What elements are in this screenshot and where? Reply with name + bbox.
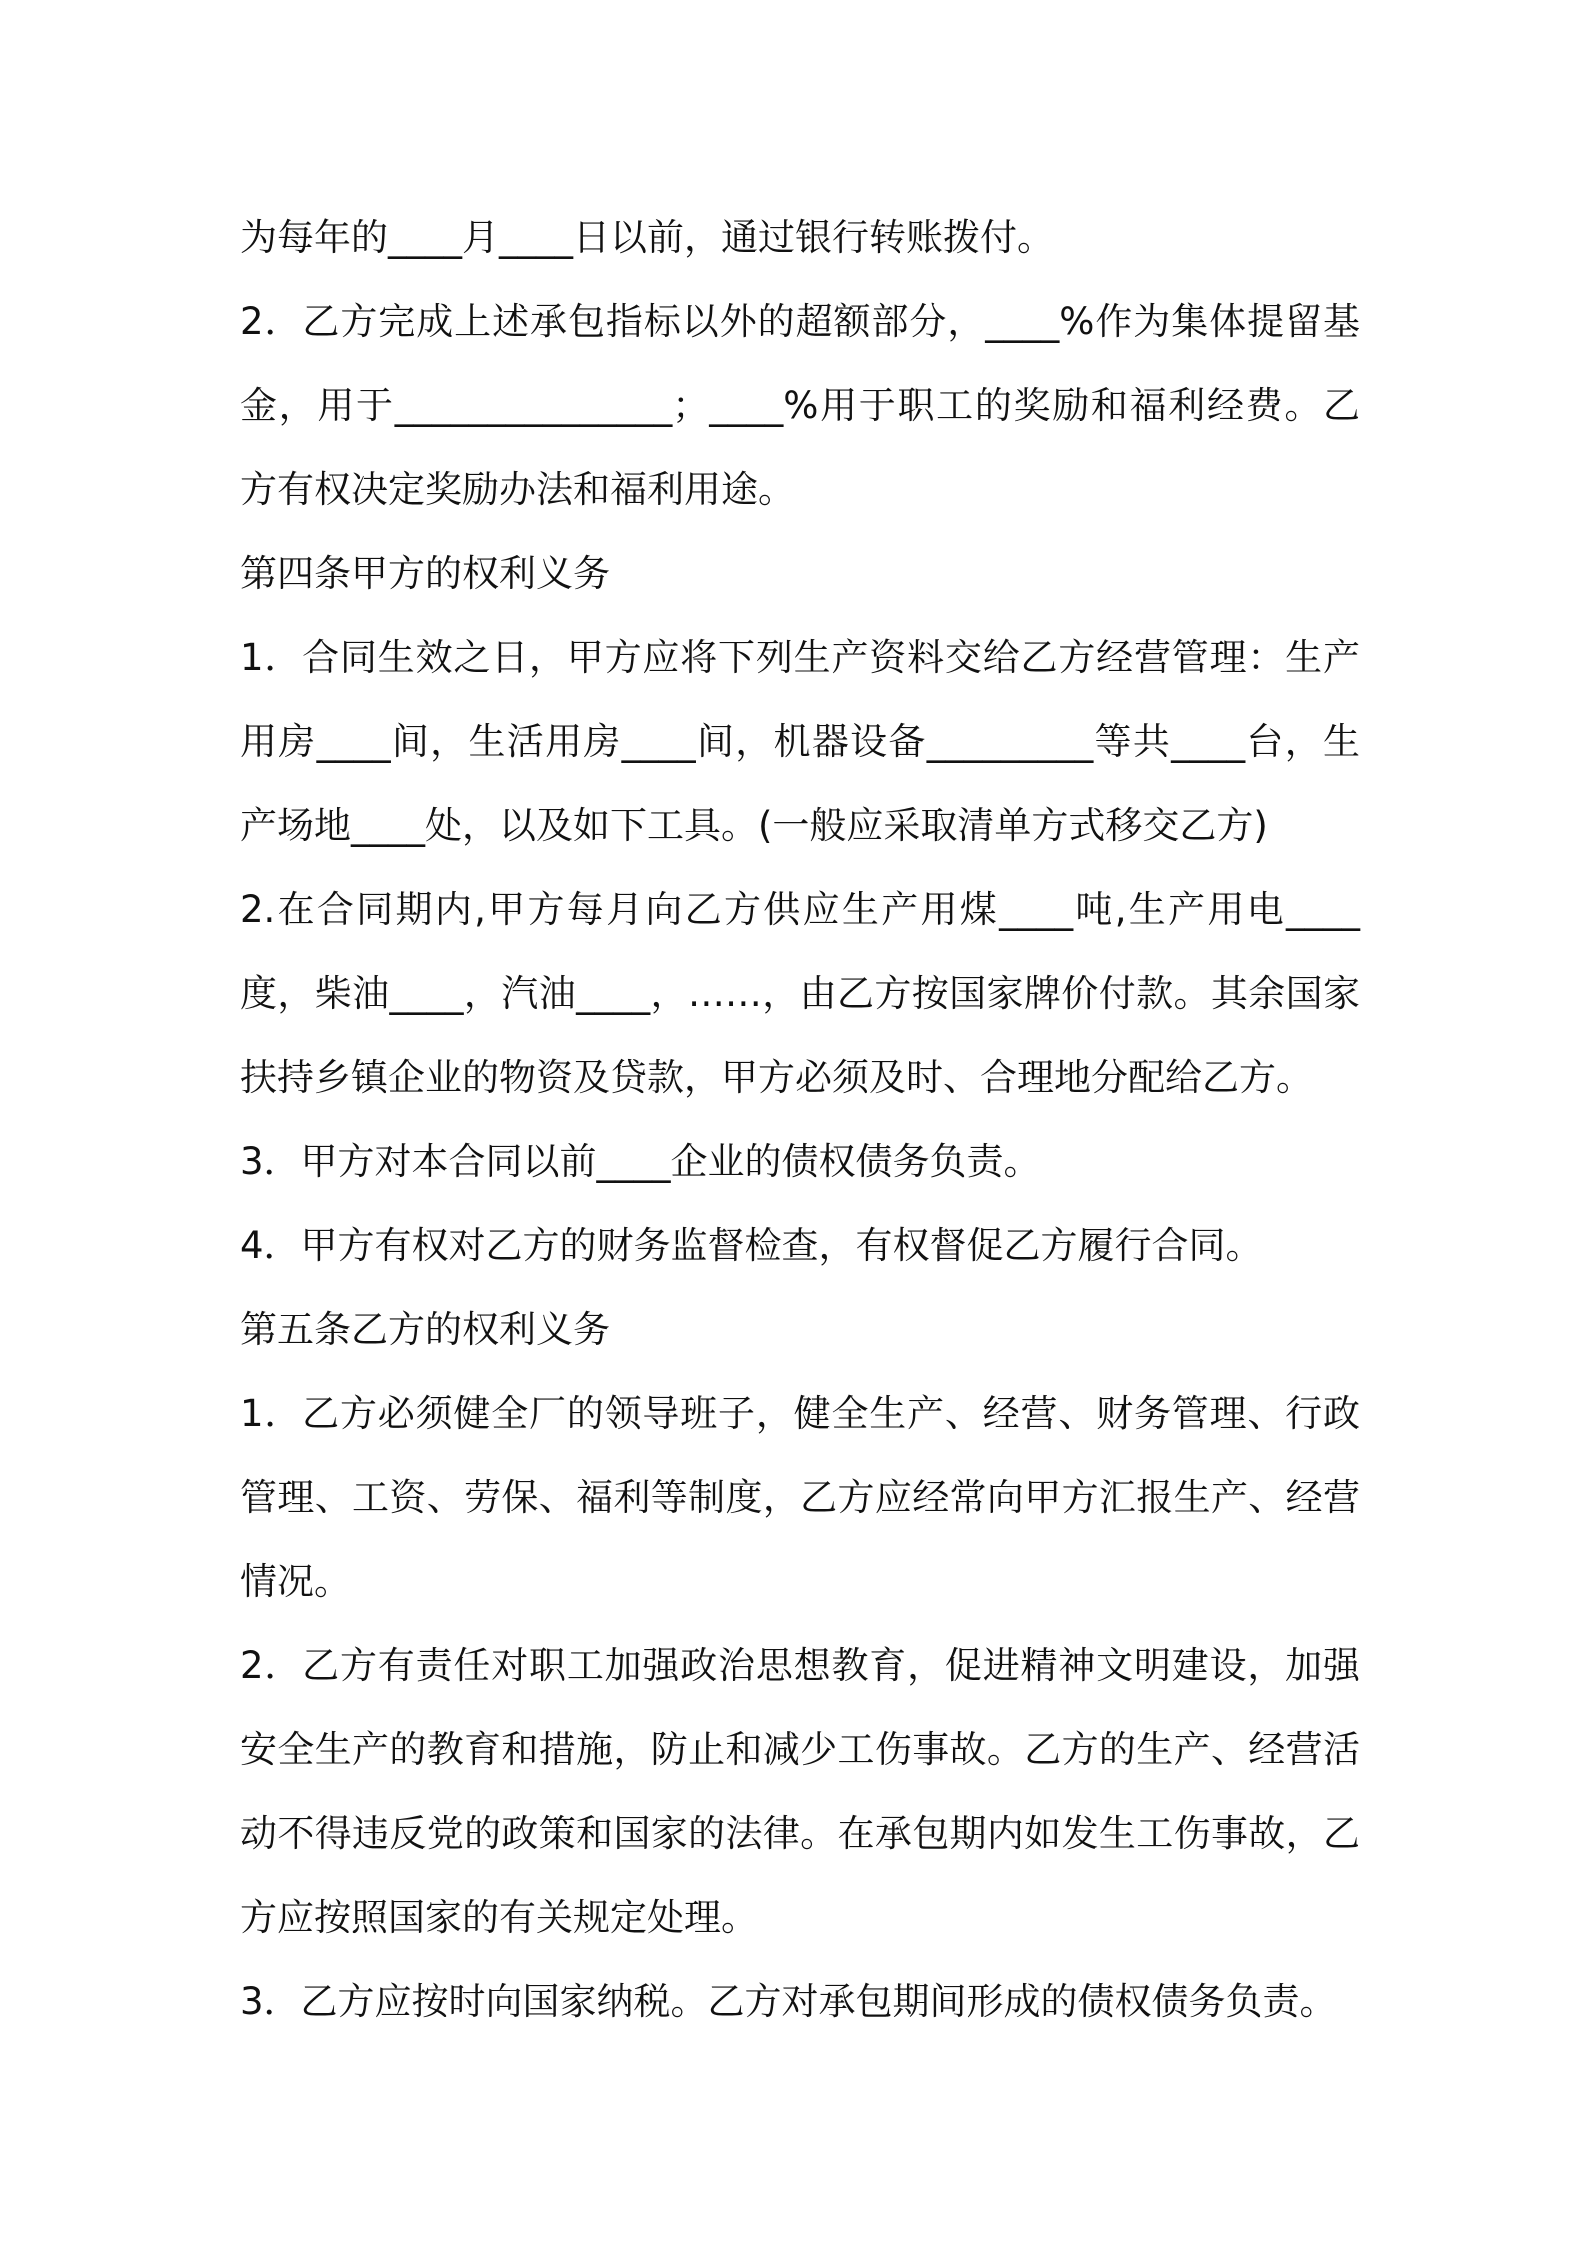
paragraph-party-a-item-4: 4．甲方有权对乙方的财务监督检查，有权督促乙方履行合同。 xyxy=(240,1224,1263,1267)
section-heading-article-5: 第五条乙方的权利义务 xyxy=(240,1308,610,1351)
paragraph-party-b-item-2: 2．乙方有责任对职工加强政治思想教育，促进精神文明建设，加强安全生产的教育和措施，防止和减少工伤事故。乙方的生产、经营活动不得违反党的政策和国家的法律。在承包期内如发生工伤事故，乙方应按照国家的有关规定处理。 xyxy=(240,1644,1360,1939)
paragraph-payment-date: 为每年的____月____日以前，通过银行转账拨付。 xyxy=(240,216,1054,259)
document-body xyxy=(240,196,1360,2044)
paragraph-party-b-item-3: 3．乙方应按时向国家纳税。乙方对承包期间形成的债权债务负责。 xyxy=(240,1980,1337,2023)
paragraph-party-a-item-3: 3．甲方对本合同以前____企业的债权债务负责。 xyxy=(240,1140,1041,1183)
paragraph-party-b-item-1: 1．乙方必须健全厂的领导班子，健全生产、经营、财务管理、行政管理、工资、劳保、福利等制度，乙方应经常向甲方汇报生产、经营情况。 xyxy=(240,1392,1360,1603)
paragraph-party-a-item-2: 2.在合同期内,甲方每月向乙方供应生产用煤____吨,生产用电____度，柴油____，汽油____，……，由乙方按国家牌价付款。其余国家扶持乡镇企业的物资及贷款，甲方必须及时、合理地分配给乙方。 xyxy=(240,888,1360,1099)
section-heading-article-4: 第四条甲方的权利义务 xyxy=(240,552,610,595)
paragraph-party-a-item-1: 1．合同生效之日，甲方应将下列生产资料交给乙方经营管理：生产用房____间，生活用房____间，机器设备_________等共____台，生产场地____处，以及如下工具。(一般应采取清单方式移交乙方) xyxy=(240,636,1360,847)
paragraph-excess-distribution: 2．乙方完成上述承包指标以外的超额部分，____%作为集体提留基金，用于_______________；____%用于职工的奖励和福利经费。乙方有权决定奖励办法和福利用途。 xyxy=(240,300,1360,511)
